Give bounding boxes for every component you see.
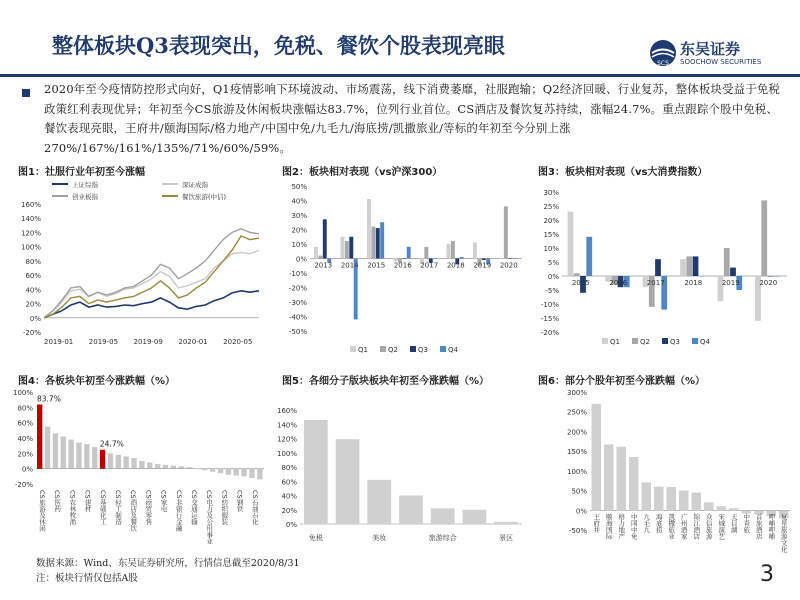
chart-6 xyxy=(550,384,795,554)
x-tick-label: 2017 xyxy=(420,261,439,270)
x-tick-label: 2019-05 xyxy=(88,338,119,346)
chart-5 xyxy=(270,384,530,552)
y-tick-label: 140% xyxy=(20,215,41,224)
bar xyxy=(431,508,455,524)
bar xyxy=(407,247,411,259)
legend-label: 餐饮旅游(中信) xyxy=(182,193,227,201)
x-tick-label: 颐海国际 xyxy=(604,513,613,540)
y-tick-label: 25% xyxy=(543,203,559,211)
bar xyxy=(323,219,327,258)
x-tick-label: 免税 xyxy=(308,534,323,542)
y-tick-label: 60% xyxy=(25,272,41,281)
x-tick-label: CS轻工制造 xyxy=(114,490,122,525)
bar xyxy=(53,433,58,468)
legend-label: 上证综指 xyxy=(72,181,98,189)
bar xyxy=(226,469,231,475)
x-tick-label: 2018 xyxy=(684,279,703,287)
figure-3-title: 图3：板块相对表现（vs大消费指数） xyxy=(538,167,708,178)
chart-4 xyxy=(10,384,270,552)
bar xyxy=(131,458,136,469)
bar xyxy=(424,247,428,259)
x-tick-label: CS电力及公用事业 xyxy=(205,490,214,545)
y-tick-label: 60% xyxy=(281,478,297,487)
bar xyxy=(194,469,199,470)
bar xyxy=(76,443,81,469)
x-tick-label: 2020-05 xyxy=(223,338,253,346)
x-tick-label: CS非银行金融 xyxy=(174,490,183,532)
legend-label: Q3 xyxy=(670,338,680,346)
x-tick-label: CS农林牧渔 xyxy=(68,490,77,525)
y-tick-label: 40% xyxy=(281,492,297,501)
bar xyxy=(504,206,508,258)
legend-swatch xyxy=(350,346,356,352)
y-tick-label: 150% xyxy=(566,448,587,457)
bar xyxy=(704,502,714,510)
series-line-2 xyxy=(44,250,259,318)
y-tick-label: 140% xyxy=(276,421,297,430)
bar xyxy=(314,247,318,259)
x-tick-label: 旅游综合 xyxy=(428,534,457,542)
x-tick-label: 2015 xyxy=(571,279,590,287)
y-tick-label: 250% xyxy=(566,408,587,417)
series-line-1 xyxy=(44,291,259,318)
y-tick-label: 0% xyxy=(575,507,587,516)
bar xyxy=(451,241,455,258)
x-tick-label: 2019 xyxy=(721,279,740,287)
y-tick-label: -20% xyxy=(22,329,41,337)
source-note: 数据来源：Wind、东吴证券研究所，行情信息截至2020/8/31 xyxy=(36,558,300,569)
legend-swatch xyxy=(440,346,446,352)
bar xyxy=(218,469,223,474)
legend-label: Q4 xyxy=(700,338,710,346)
legend-label: Q1 xyxy=(610,338,620,346)
bar xyxy=(139,461,144,469)
bar xyxy=(680,259,686,276)
x-tick-label: 2019-09 xyxy=(133,338,163,346)
bar xyxy=(155,464,160,469)
y-tick-label: 20% xyxy=(17,450,33,459)
bar xyxy=(729,508,739,510)
bar xyxy=(380,222,384,258)
bar xyxy=(761,200,767,276)
y-tick-label: 20% xyxy=(281,506,297,515)
x-tick-label: CS酒店及餐饮 xyxy=(129,490,138,532)
bar xyxy=(768,276,774,277)
x-tick-label: 景区 xyxy=(499,534,514,542)
y-tick-label: 120% xyxy=(276,435,297,444)
bar xyxy=(108,453,113,468)
x-tick-label: 凯撒旅业 xyxy=(667,513,676,540)
y-tick-label: 20% xyxy=(291,226,307,235)
svg-text:SCS: SCS xyxy=(657,60,669,67)
x-tick-label: 复星旅游文化 xyxy=(779,513,788,553)
x-tick-label: CS交通运输 xyxy=(190,490,198,525)
bar xyxy=(463,510,487,524)
bar xyxy=(241,469,246,477)
x-tick-label: 呷哺呷哺 xyxy=(767,513,776,540)
logo-text-en: SOOCHOW SECURITIES xyxy=(680,58,762,66)
bar xyxy=(699,276,705,277)
y-tick-label: 160% xyxy=(20,201,41,209)
bar xyxy=(654,487,664,511)
y-tick-label: 80% xyxy=(25,257,41,266)
x-tick-label: 2020 xyxy=(499,261,518,270)
figure-5-title: 图5：各细分子版块板块年初至今涨跌幅（%） xyxy=(282,376,489,387)
y-tick-label: -10% xyxy=(540,301,559,309)
y-tick-label: 100% xyxy=(566,467,587,476)
summary-paragraph: 2020年至今疫情防控形式向好，Q1疫情影响下环境波动、市场震荡，线下消费萎靡，社服跑输；Q2经济回暖、行业复苏，整体板块受益于免税政策红利表现优异；年初至今CS旅游及休闲板块涨幅达83.7%，位列行业首位。CS酒店及餐饮复苏持续，涨幅24.7%。重点跟踪个股中免税、餐饮表现亮眼，王府井/颐海国际/格力地产/中国中免/九毛九/海底捞/凯撒旅业/等标的年初至今分别上涨270%/167%/161%/135%/71%/60%/59%。 xyxy=(44,82,781,155)
y-tick-label: -20% xyxy=(14,481,33,489)
x-tick-label: CS石油石化 xyxy=(250,490,259,525)
data-label: 24.7% xyxy=(99,439,124,449)
bar xyxy=(257,469,262,480)
x-tick-label: 格力地产 xyxy=(617,513,626,540)
bar xyxy=(249,469,254,478)
bar xyxy=(163,465,168,469)
bar xyxy=(482,259,486,260)
y-tick-label: 50% xyxy=(291,183,307,191)
y-tick-label: 20% xyxy=(25,300,41,309)
bar xyxy=(402,259,406,260)
bar xyxy=(376,228,380,258)
x-tick-label: 2017 xyxy=(646,279,665,287)
x-tick-label: 九毛九 xyxy=(642,513,651,533)
x-tick-label: 2015 xyxy=(367,261,386,270)
bar xyxy=(45,427,50,469)
x-tick-label: 中青旅 xyxy=(742,513,751,533)
bar xyxy=(367,199,371,258)
bar xyxy=(179,466,184,468)
x-tick-label: 广州酒家 xyxy=(679,513,688,540)
bar xyxy=(371,227,375,259)
header-rule xyxy=(0,74,800,77)
bar xyxy=(730,268,736,276)
y-tick-label: 120% xyxy=(20,229,41,238)
x-tick-label: 王府井 xyxy=(592,513,601,533)
logo xyxy=(648,38,798,74)
y-tick-label: 10% xyxy=(291,241,307,249)
legend-swatch xyxy=(602,338,608,344)
y-tick-label: -20% xyxy=(540,329,559,337)
x-tick-label: CS医药 xyxy=(53,490,62,512)
bar xyxy=(234,469,239,476)
x-tick-label: 众信旅游 xyxy=(704,513,713,540)
y-tick-label: 0% xyxy=(285,521,297,529)
y-tick-label: 0% xyxy=(295,255,307,264)
y-tick-label: 80% xyxy=(17,404,33,413)
bar xyxy=(667,487,677,510)
bar xyxy=(604,444,614,510)
bar xyxy=(304,420,328,524)
bar xyxy=(679,491,689,511)
bar xyxy=(693,256,699,276)
x-tick-label: 2014 xyxy=(340,261,359,270)
bar xyxy=(186,467,191,469)
y-tick-label: -30% xyxy=(288,299,307,307)
legend-swatch xyxy=(692,338,698,344)
bar xyxy=(724,248,730,276)
bar xyxy=(617,447,627,510)
x-tick-label: 2020-01 xyxy=(178,338,208,346)
figure-2-title: 图2：板块相对表现（vs沪深300） xyxy=(282,167,443,178)
bar xyxy=(100,450,105,469)
x-tick-label: CS家电 xyxy=(159,490,168,512)
y-tick-label: 160% xyxy=(276,407,297,415)
bar xyxy=(574,273,580,276)
bar xyxy=(513,259,517,260)
legend-label: Q3 xyxy=(418,346,428,354)
y-tick-label: 40% xyxy=(25,286,41,295)
x-tick-label: CS建材 xyxy=(83,490,92,512)
figure-4-title: 图4：各板块年初至今涨跌幅（%） xyxy=(18,376,175,387)
page-number: 3 xyxy=(760,562,774,587)
legend-swatch xyxy=(380,346,386,352)
series-line-3 xyxy=(44,229,259,318)
y-tick-label: 100% xyxy=(12,389,33,397)
x-tick-label: 宋城演艺 xyxy=(717,513,726,540)
bar xyxy=(399,496,423,525)
x-tick-label: 2013 xyxy=(314,261,333,270)
legend-label: Q2 xyxy=(388,346,398,354)
bar xyxy=(61,436,66,468)
y-tick-label: 5% xyxy=(547,259,559,267)
bar xyxy=(433,259,437,260)
series-line-4 xyxy=(44,236,259,318)
y-tick-label: 30% xyxy=(291,212,307,220)
x-tick-label: 2016 xyxy=(609,279,628,287)
bar xyxy=(345,241,349,258)
x-tick-label: 2016 xyxy=(393,261,412,270)
y-tick-label: -50% xyxy=(288,328,307,336)
bar xyxy=(655,259,661,276)
x-tick-label: 2018 xyxy=(446,261,465,270)
bar xyxy=(508,259,512,260)
legend-swatch xyxy=(662,338,668,344)
x-tick-label: 2020 xyxy=(759,279,778,287)
bar xyxy=(446,244,450,259)
y-tick-label: 80% xyxy=(281,464,297,472)
y-tick-label: 30% xyxy=(543,189,559,197)
y-tick-label: 300% xyxy=(566,389,587,397)
footnote: 注：板块行情仅包括A股 xyxy=(36,573,138,584)
bar xyxy=(84,444,89,469)
x-tick-label: 2019 xyxy=(473,261,492,270)
bar xyxy=(494,522,518,524)
x-tick-label: CS商贸零售 xyxy=(144,490,153,525)
x-tick-label: 中国中免 xyxy=(629,513,638,540)
chart-1 xyxy=(10,178,265,346)
bar xyxy=(592,404,602,510)
y-tick-label: 20% xyxy=(543,217,559,225)
bar xyxy=(349,237,353,259)
legend-swatch xyxy=(410,346,416,352)
bar xyxy=(717,506,727,510)
bullet-square-icon xyxy=(22,89,30,97)
bar xyxy=(499,259,503,260)
y-tick-label: 100% xyxy=(276,449,297,458)
x-tick-label: 天目湖 xyxy=(729,513,738,533)
y-tick-label: 100% xyxy=(20,243,41,252)
y-tick-label: 0% xyxy=(29,314,41,323)
x-tick-label: CS基础化工 xyxy=(98,490,107,525)
figure-6-title: 图6：部分个股年初至今涨跌幅（%） xyxy=(538,376,705,387)
figure-1-title: 图1：社服行业年初至今涨幅 xyxy=(18,167,145,178)
page-title: 整体板块Q3表现突出，免税、餐饮个股表现亮眼 xyxy=(52,33,505,58)
x-tick-label: CS钢铁 xyxy=(235,490,244,512)
bar xyxy=(202,469,207,471)
x-tick-label: CS旅游及休闲 xyxy=(38,490,46,532)
bar xyxy=(336,439,360,524)
y-tick-label: -40% xyxy=(288,313,307,322)
legend-label: 深证成指 xyxy=(182,181,208,189)
y-tick-label: 50% xyxy=(571,487,587,496)
y-tick-label: 60% xyxy=(17,419,33,428)
bar xyxy=(92,447,97,468)
x-tick-label: 首旅酒店 xyxy=(754,513,763,540)
y-tick-label: 40% xyxy=(17,435,33,443)
bar xyxy=(774,276,780,277)
bar xyxy=(68,440,73,469)
x-tick-label: CS纺织服装 xyxy=(220,490,229,525)
y-tick-label: 0% xyxy=(21,465,33,474)
bar xyxy=(686,256,692,276)
x-tick-label: 美妆 xyxy=(372,534,387,542)
chart-3 xyxy=(530,178,792,358)
y-tick-label: 15% xyxy=(543,231,559,239)
x-tick-label: 锦江酒店 xyxy=(692,513,701,540)
legend-label: 创业板指 xyxy=(72,193,98,201)
y-tick-label: -20% xyxy=(288,284,307,293)
y-tick-label: -5% xyxy=(545,287,559,295)
bar xyxy=(586,237,592,276)
y-tick-label: 0% xyxy=(547,273,559,281)
bar xyxy=(629,457,639,510)
bar xyxy=(210,469,215,472)
y-tick-label: -10% xyxy=(288,270,307,278)
y-tick-label: 40% xyxy=(291,197,307,206)
logo-mark-icon xyxy=(648,38,678,68)
bar xyxy=(171,466,176,469)
legend-label: Q2 xyxy=(640,338,650,346)
bar xyxy=(340,237,344,259)
bar xyxy=(367,480,391,524)
bar xyxy=(473,243,477,259)
bar xyxy=(147,463,152,469)
chart-2 xyxy=(270,178,528,358)
legend-label: Q4 xyxy=(448,346,458,354)
bar xyxy=(568,212,574,276)
bar xyxy=(116,455,121,469)
y-tick-label: 200% xyxy=(566,428,587,437)
bar xyxy=(37,404,42,468)
x-tick-label: 海底捞 xyxy=(654,513,663,533)
y-tick-label: -50% xyxy=(568,527,587,535)
x-tick-label: 2019-01 xyxy=(44,338,74,346)
data-label: 83.7% xyxy=(37,394,61,404)
legend-label: Q1 xyxy=(358,346,368,354)
bar xyxy=(123,456,128,468)
bar xyxy=(692,493,702,511)
y-tick-label: 10% xyxy=(543,245,559,253)
bar xyxy=(460,257,464,258)
logo-text-cn: 东吴证券 xyxy=(680,40,741,58)
bar xyxy=(642,482,652,510)
y-tick-label: -15% xyxy=(540,315,559,323)
bar xyxy=(318,256,322,259)
legend-swatch xyxy=(632,338,638,344)
